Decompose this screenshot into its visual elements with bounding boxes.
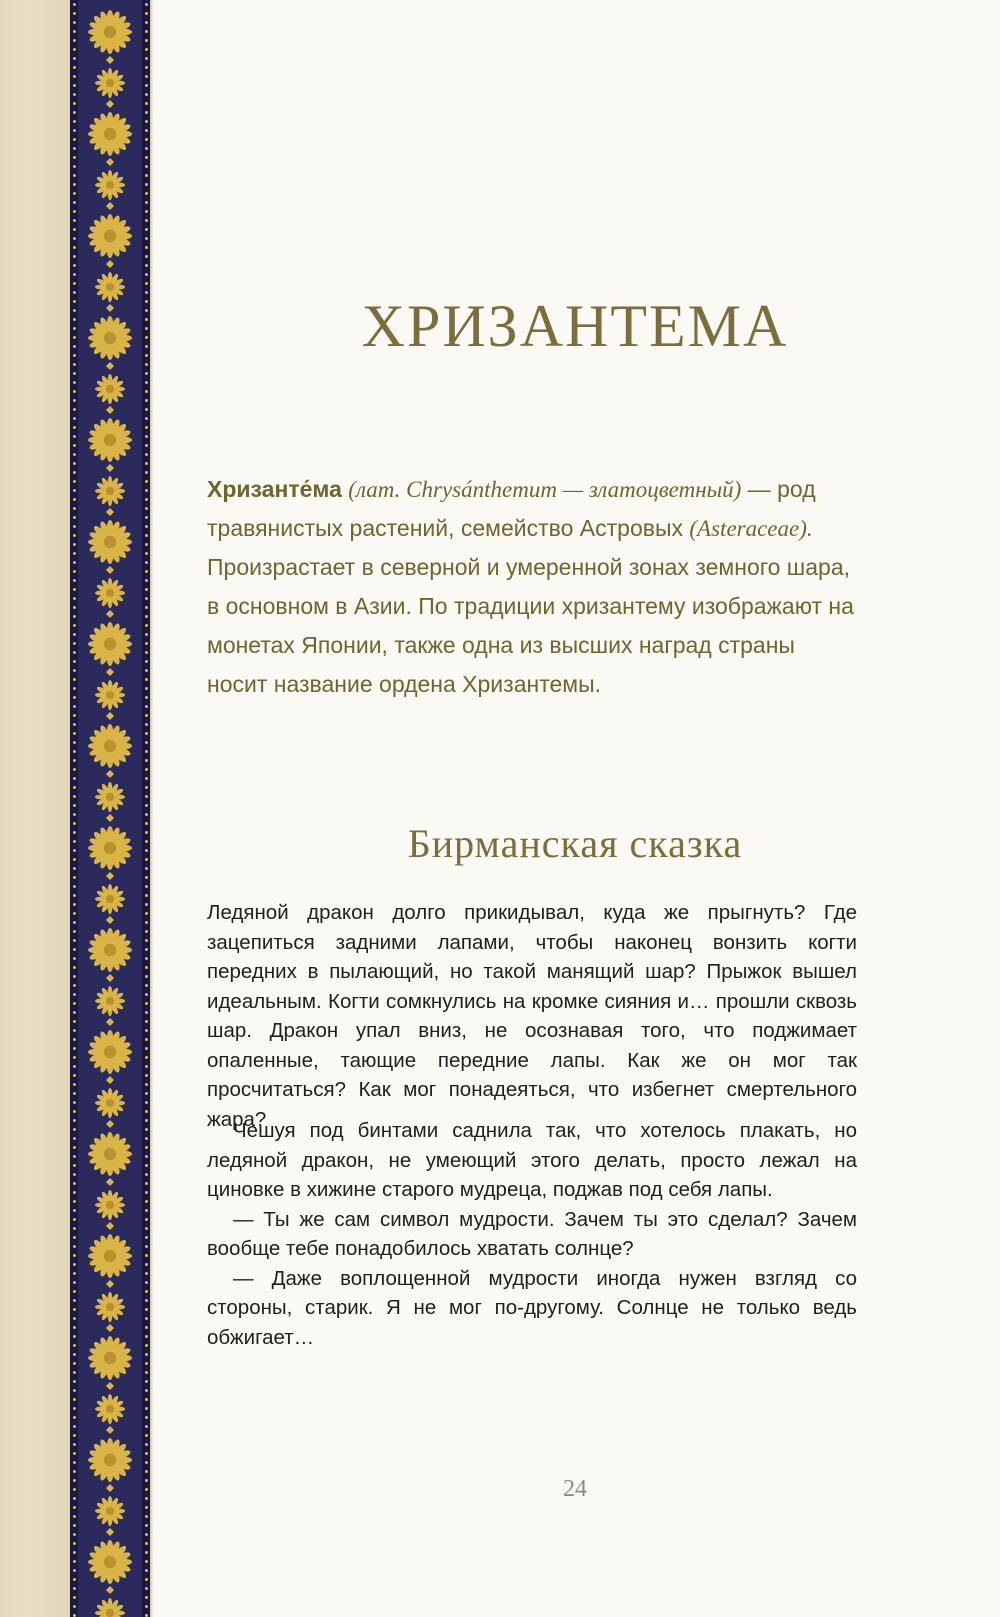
diamond-separator-icon [106,1382,114,1390]
diamond-separator-icon [106,1528,114,1536]
diamond-separator-icon [106,100,114,108]
intro-dash: — [741,476,778,502]
parchment-margin [0,0,70,1617]
small-chrysanthemum-icon [95,68,125,98]
story-paragraph-1: Ледяной дракон долго прикидывал, куда же прыгнуть? Где зацепиться задними лапами, чтобы наконец вонзить когти передних в пылающий, но такой манящий шар? Прыжок вышел идеальным. Когти сомкнулись на кромке сияния и… прошли сквозь шар. Дракон упал вниз, не осознавая того, что поджимает опаленные, тающие передние лапы. Как же он мог так просчитаться? Как мог понадеяться, что избегнет смертельного жара? [207,901,857,1131]
diamond-separator-icon [106,406,114,414]
page-number: 24 [563,1476,587,1502]
small-chrysanthemum-icon [95,986,125,1016]
diamond-separator-icon [106,158,114,166]
bead-line-left [73,0,76,1617]
diamond-separator-icon [106,1484,114,1492]
chrysanthemum-icon [88,1336,132,1380]
chrysanthemum-icon [88,316,132,360]
small-chrysanthemum-icon [95,884,125,914]
chrysanthemum-icon [88,826,132,870]
small-chrysanthemum-icon [95,1496,125,1526]
chrysanthemum-icon [88,1030,132,1074]
chrysanthemum-icon [88,622,132,666]
diamond-separator-icon [106,1324,114,1332]
small-chrysanthemum-icon [95,272,125,302]
small-chrysanthemum-icon [95,578,125,608]
page-gutter [150,0,153,1617]
intro-term: Хризанте́ма [207,476,342,502]
dialogue-line-2: — Даже воплощенной мудрости иногда нужен взгляд со стороны, старик. Я не мог по-другому. Солнце не только ведь обжигает… [207,1266,857,1349]
diamond-separator-icon [106,202,114,210]
small-chrysanthemum-icon [95,1292,125,1322]
diamond-separator-icon [106,508,114,516]
diamond-separator-icon [106,1222,114,1230]
diamond-separator-icon [106,362,114,370]
chrysanthemum-icon [88,1234,132,1278]
small-chrysanthemum-icon [95,476,125,506]
diamond-separator-icon [106,872,114,880]
story-block-2 [207,1116,857,1352]
diamond-separator-icon [106,260,114,268]
small-chrysanthemum-icon [95,1394,125,1424]
diamond-separator-icon [106,974,114,982]
diamond-separator-icon [106,916,114,924]
diamond-separator-icon [106,1280,114,1288]
chrysanthemum-icon [88,1438,132,1482]
diamond-separator-icon [106,814,114,822]
diamond-separator-icon [106,712,114,720]
story-paragraph-2: Чешуя под бинтами саднила так, что хотелось плакать, но ледяной дракон, не умеющий этого делать, просто лежал на циновке в хижине старого мудреца, поджав под себя лапы. [207,1119,857,1201]
diamond-separator-icon [106,1018,114,1026]
diamond-separator-icon [106,1426,114,1434]
small-chrysanthemum-icon [95,1598,125,1617]
small-chrysanthemum-icon [95,680,125,710]
chrysanthemum-icon [88,10,132,54]
small-chrysanthemum-icon [95,374,125,404]
chrysanthemum-icon [88,214,132,258]
diamond-separator-icon [106,1076,114,1084]
diamond-separator-icon [106,566,114,574]
chrysanthemum-icon [88,1540,132,1584]
section-subtitle: Бирманская сказка [407,821,743,866]
story-block-1 [207,898,857,1134]
chrysanthemum-icon [88,1132,132,1176]
diamond-separator-icon [106,56,114,64]
diamond-separator-icon [106,610,114,618]
small-chrysanthemum-icon [95,1190,125,1220]
chrysanthemum-icon [88,418,132,462]
page-title: ХРИЗАНТЕМА [361,293,789,359]
intro-paragraph [207,470,857,704]
diamond-separator-icon [106,668,114,676]
bead-line-right [145,0,148,1617]
chrysanthemum-icon [88,928,132,972]
small-chrysanthemum-icon [95,170,125,200]
chrysanthemum-icon [88,520,132,564]
diamond-separator-icon [106,464,114,472]
diamond-separator-icon [106,770,114,778]
diamond-separator-icon [106,1178,114,1186]
diamond-separator-icon [106,1120,114,1128]
diamond-separator-icon [106,304,114,312]
intro-text-b: Произрастает в северной и умеренной зонах земного шара, в основном в Азии. По традиции хризантему изображают на монетах Японии, также одна из высших наград страны носит название ордена Хризантемы. [207,554,854,697]
small-chrysanthemum-icon [95,1088,125,1118]
chrysanthemum-icon [88,112,132,156]
intro-text-a: род травянистых растений, семейство Астровых [207,476,816,541]
intro-latin: (лат. Chrysánthemum — златоцветный) [348,477,742,502]
diamond-separator-icon [106,1586,114,1594]
chrysanthemum-ornament-icons [78,0,142,1617]
intro-family-latin: (Asteraceae). [689,516,813,541]
small-chrysanthemum-icon [95,782,125,812]
dialogue-line-1: — Ты же сам символ мудрости. Зачем ты это сделал? Зачем вообще тебе понадобилось хватать солнце? [207,1207,857,1260]
chrysanthemum-icon [88,724,132,768]
